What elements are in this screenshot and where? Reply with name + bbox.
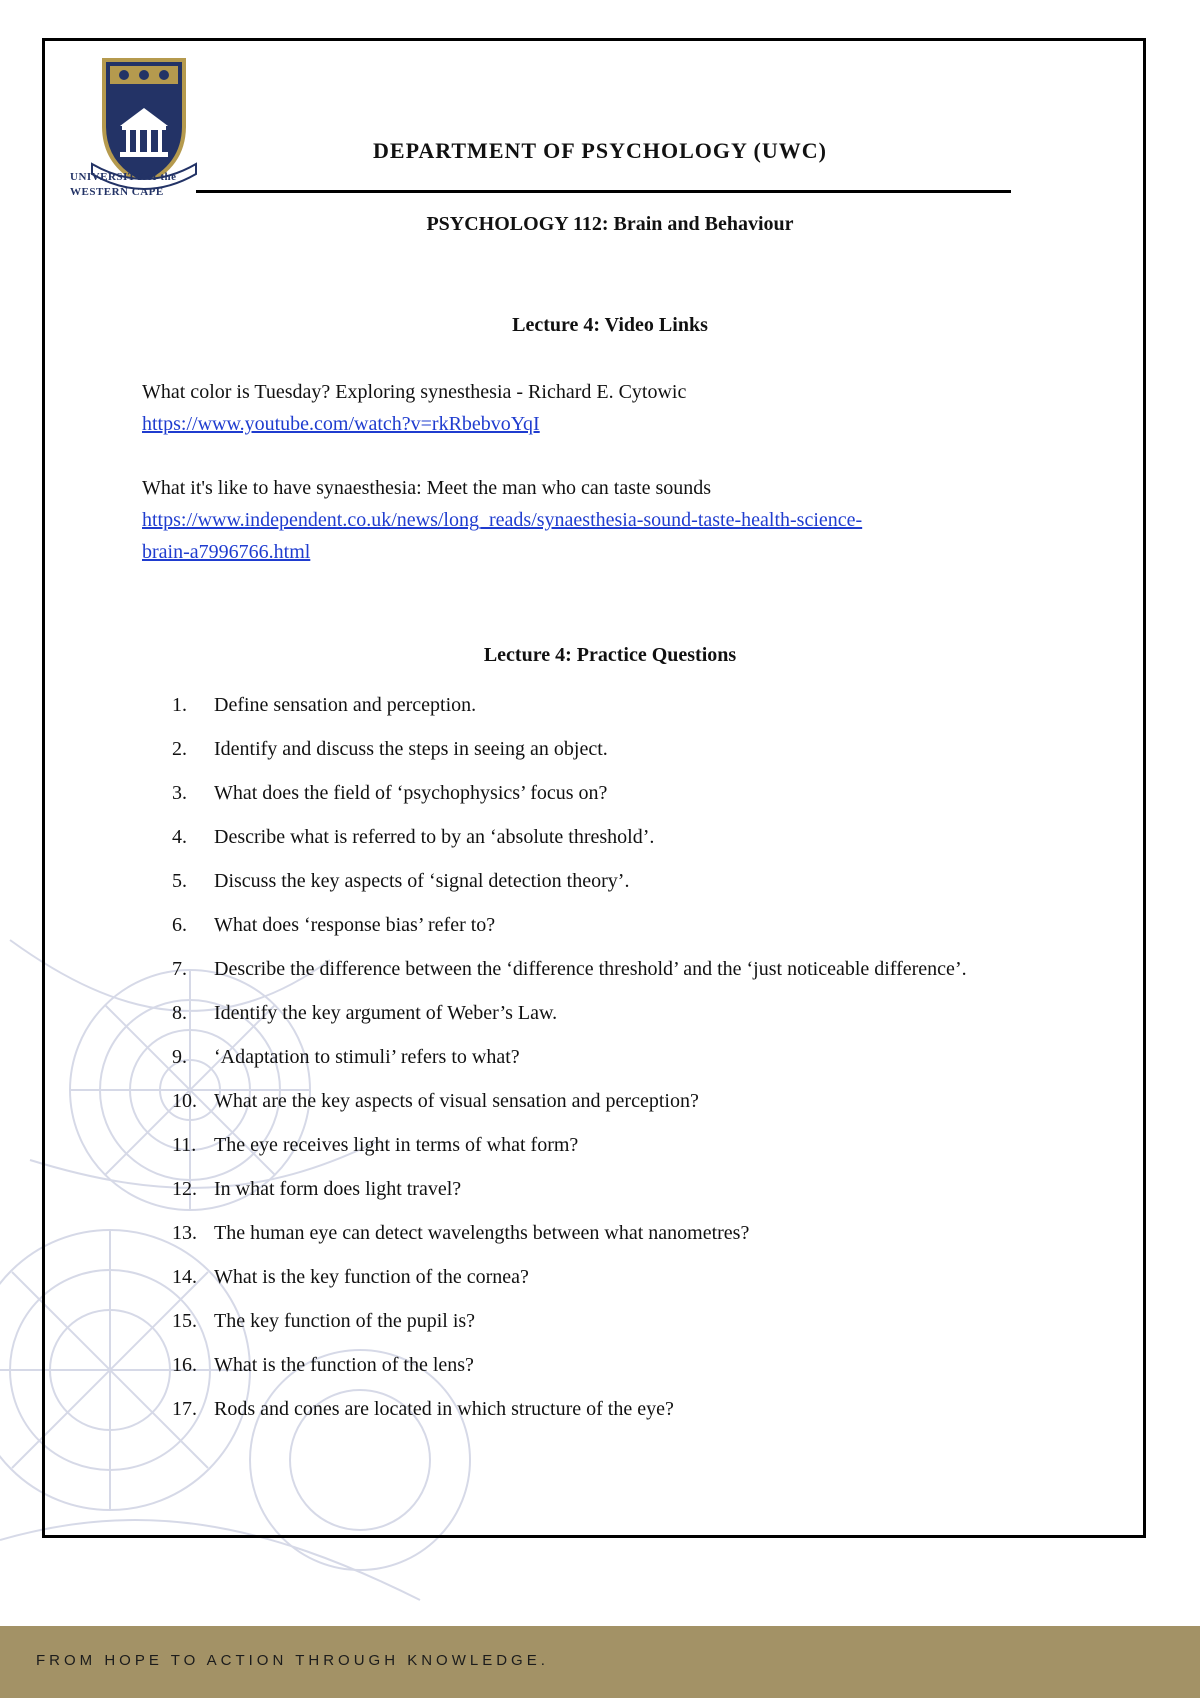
question-number: 11. [172, 1134, 197, 1156]
question-number: 1. [172, 694, 187, 716]
list-item [172, 910, 1032, 941]
list-item [172, 1262, 1032, 1293]
question-number: 2. [172, 738, 187, 760]
university-logo-text: UNIVERSITY of the WESTERN CAPE [70, 171, 177, 198]
video-title: What color is Tuesday? Exploring synesthesia - Richard E. Cytowic [142, 381, 687, 403]
list-item [172, 954, 1032, 985]
question-number: 5. [172, 870, 187, 892]
question-text: In what form does light travel? [214, 1178, 462, 1200]
title-divider [196, 190, 1011, 193]
question-text: The eye receives light in terms of what form? [214, 1134, 579, 1156]
question-text: The human eye can detect wavelengths between what nanometres? [214, 1222, 750, 1244]
footer-tagline: FROM HOPE TO ACTION THROUGH KNOWLEDGE. [36, 1652, 549, 1669]
question-number: 10. [172, 1090, 197, 1112]
question-number: 3. [172, 782, 187, 804]
article-link[interactable]: https://www.independent.co.uk/news/long_reads/synaesthesia-sound-taste-health-science- [142, 509, 863, 531]
question-text: ‘Adaptation to stimuli’ refers to what? [214, 1046, 520, 1068]
question-text: What is the key function of the cornea? [214, 1266, 529, 1288]
question-text: What does ‘response bias’ refer to? [214, 914, 496, 936]
list-item [172, 1086, 1032, 1117]
question-text: What is the function of the lens? [214, 1354, 474, 1376]
question-text: Identify the key argument of Weber’s Law. [214, 1002, 558, 1024]
list-item [172, 1130, 1032, 1161]
course-title: PSYCHOLOGY 112: Brain and Behaviour [426, 213, 794, 235]
question-number: 4. [172, 826, 187, 848]
question-text: Identify and discuss the steps in seeing an object. [214, 738, 608, 760]
list-item [172, 998, 1032, 1029]
list-item [172, 822, 1032, 853]
video-title: What it's like to have synaesthesia: Meet the man who can taste sounds [142, 477, 712, 499]
article-link-continued[interactable]: brain-a7996766.html [142, 541, 311, 563]
question-number: 7. [172, 958, 187, 980]
list-item [172, 1394, 1032, 1425]
question-number: 17. [172, 1398, 197, 1420]
question-text: Describe the difference between the ‘difference threshold’ and the ‘just noticeable difference’. [214, 958, 967, 980]
list-item [172, 734, 1032, 765]
question-number: 14. [172, 1266, 197, 1288]
question-text: Define sensation and perception. [214, 694, 477, 716]
practice-question-list [172, 690, 1032, 1438]
list-item [172, 866, 1032, 897]
list-item [172, 778, 1032, 809]
question-text: What does the field of ‘psychophysics’ focus on? [214, 782, 608, 804]
question-number: 9. [172, 1046, 187, 1068]
list-item [172, 690, 1032, 721]
question-text: Discuss the key aspects of ‘signal detection theory’. [214, 870, 630, 892]
video-link-item-1 [142, 376, 1022, 440]
question-number: 6. [172, 914, 187, 936]
department-title: DEPARTMENT OF PSYCHOLOGY (UWC) [373, 138, 827, 163]
question-number: 16. [172, 1354, 197, 1376]
list-item [172, 1174, 1032, 1205]
list-item [172, 1306, 1032, 1337]
video-link-item-2 [142, 472, 1022, 568]
video-link[interactable]: https://www.youtube.com/watch?v=rkRbebvoYqI [142, 413, 540, 435]
video-links-heading: Lecture 4: Video Links [512, 314, 708, 336]
question-number: 12. [172, 1178, 197, 1200]
question-text: The key function of the pupil is? [214, 1310, 476, 1332]
list-item [172, 1350, 1032, 1381]
question-text: Describe what is referred to by an ‘absolute threshold’. [214, 826, 655, 848]
footer-band [0, 1626, 1200, 1698]
question-text: Rods and cones are located in which structure of the eye? [214, 1398, 674, 1420]
list-item [172, 1218, 1032, 1249]
practice-questions-heading: Lecture 4: Practice Questions [483, 644, 737, 666]
question-number: 15. [172, 1310, 197, 1332]
question-text: What are the key aspects of visual sensation and perception? [214, 1090, 699, 1112]
list-item [172, 1042, 1032, 1073]
question-number: 13. [172, 1222, 197, 1244]
question-number: 8. [172, 1002, 187, 1024]
